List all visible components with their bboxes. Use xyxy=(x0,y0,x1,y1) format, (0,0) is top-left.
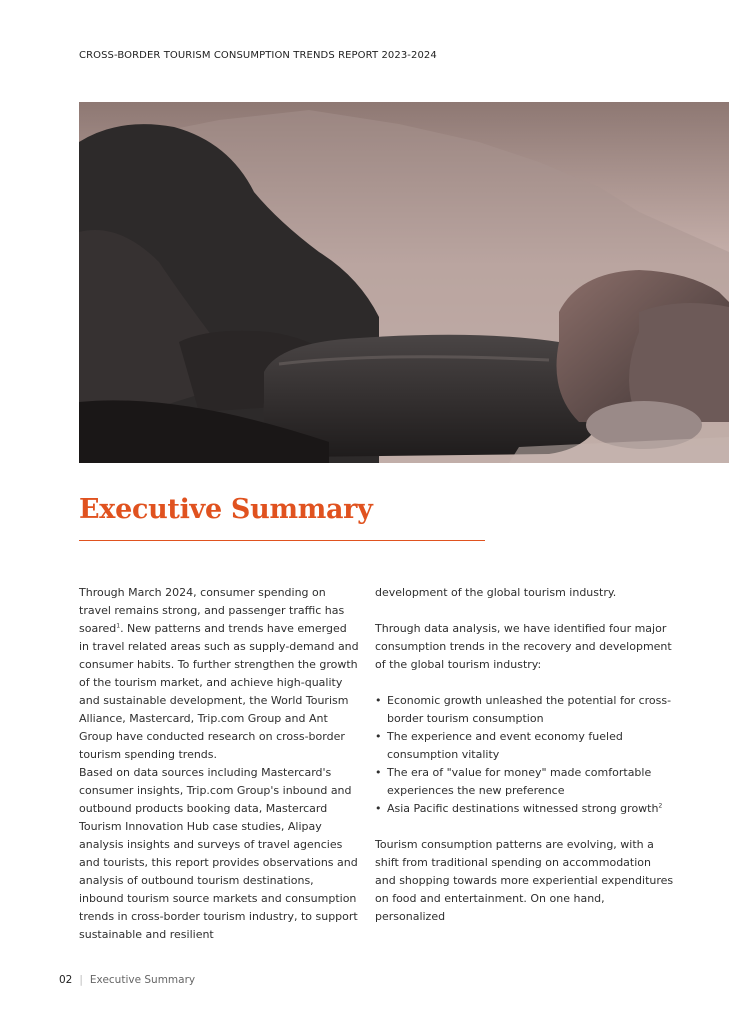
right-column xyxy=(375,584,675,926)
trend-item: • Economic growth unleashed the potential for cross-border tourism consumption xyxy=(375,692,675,728)
hero-image xyxy=(79,102,729,463)
section-title: Executive Summary xyxy=(79,494,373,525)
footnote-ref-1: 1 xyxy=(116,622,121,630)
page-footer xyxy=(59,974,195,986)
intro-text-part-1: Through March 2024, consumer spending on travel remains strong, and passenger traffic has soared xyxy=(79,586,345,635)
footer-section-label: Executive Summary xyxy=(89,974,196,986)
left-column xyxy=(79,584,359,944)
continuation-paragraph: development of the global tourism industry. xyxy=(375,586,617,599)
closing-paragraph: Tourism consumption patterns are evolving, with a shift from traditional spending on accommodation and shopping towards more experiential expenditures on food and entertainment. On one hand, personalized xyxy=(375,838,674,923)
footer-separator: | xyxy=(79,974,83,986)
running-header: CROSS-BORDER TOURISM CONSUMPTION TRENDS REPORT 2023-2024 xyxy=(79,50,437,61)
trends-intro-paragraph: Through data analysis, we have identified four major consumption trends in the recovery and development of the global tourism industry: xyxy=(375,622,672,671)
trend-item: • The experience and event economy fueled consumption vitality xyxy=(375,728,675,764)
intro-paragraph xyxy=(79,584,359,764)
footnote-ref-2: 2 xyxy=(658,802,663,810)
desert-rock-landscape-photo xyxy=(79,102,729,463)
trend-item-text: Asia Pacific destinations witnessed strong growth xyxy=(387,802,659,815)
data-sources-paragraph: Based on data sources including Mastercard's consumer insights, Trip.com Group's inbound and outbound products booking data, Mastercard Tourism Innovation Hub case studies, Alipay analysis insights and surveys of travel agencies and tourists, this report provides observations and analysis of outbound tourism destinations, inbound tourism source markets and consumption trends in cross-border tourism industry, to support sustainable and resilient xyxy=(79,766,358,941)
title-divider xyxy=(79,540,485,541)
trends-list xyxy=(375,692,675,818)
trend-item xyxy=(375,800,675,818)
page-number: 02 xyxy=(59,974,73,986)
trend-item: • The era of "value for money" made comfortable experiences the new preference xyxy=(375,764,675,800)
intro-text-part-2: . New patterns and trends have emerged in travel related areas such as supply-demand and consumer habits. To further strengthen the growth of the tourism market, and achieve high-quality and sustainable development, the World Tourism Alliance, Mastercard, Trip.com Group and Ant Group have conducted research on cross-border tourism spending trends. xyxy=(79,622,359,761)
